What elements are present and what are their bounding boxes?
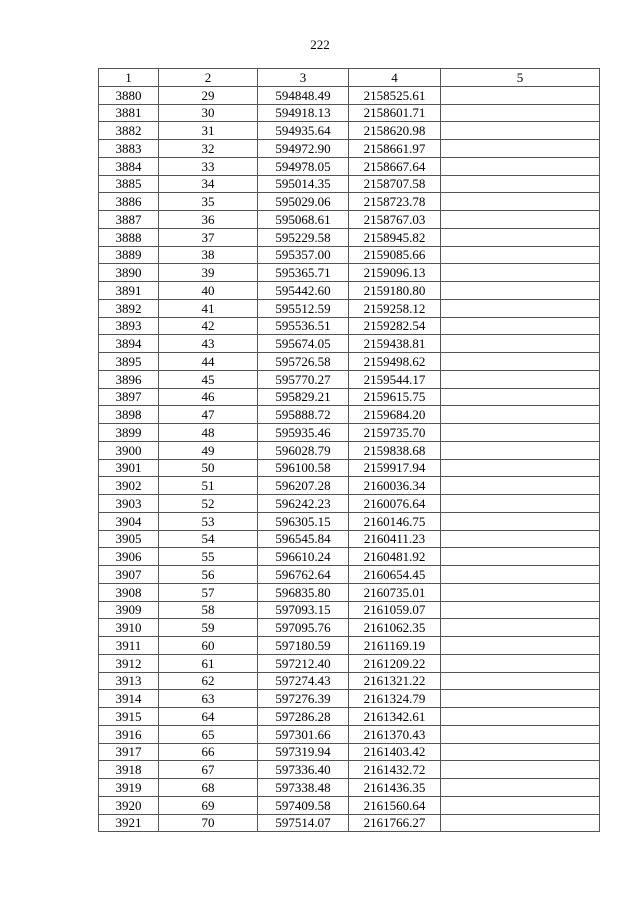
point-number-cell: 3900 bbox=[99, 441, 159, 459]
x-coordinate-cell: 594972.90 bbox=[258, 140, 349, 158]
table-row bbox=[99, 335, 600, 353]
table-row bbox=[99, 566, 600, 584]
point-number-cell: 3892 bbox=[99, 299, 159, 317]
point-number-cell: 3883 bbox=[99, 140, 159, 158]
x-coordinate-cell: 595014.35 bbox=[258, 175, 349, 193]
x-coordinate-cell: 594848.49 bbox=[258, 86, 349, 104]
y-coordinate-cell: 2159282.54 bbox=[349, 317, 441, 335]
table-row bbox=[99, 814, 600, 832]
y-coordinate-cell: 2161436.35 bbox=[349, 779, 441, 797]
table-row bbox=[99, 228, 600, 246]
note-cell bbox=[441, 104, 600, 122]
y-coordinate-cell: 2160146.75 bbox=[349, 512, 441, 530]
coordinates-table bbox=[98, 68, 600, 832]
point-number-cell: 3915 bbox=[99, 708, 159, 726]
point-number-cell: 3914 bbox=[99, 690, 159, 708]
y-coordinate-cell: 2158661.97 bbox=[349, 140, 441, 158]
note-cell bbox=[441, 140, 600, 158]
table-row bbox=[99, 211, 600, 229]
point-number-cell: 3880 bbox=[99, 86, 159, 104]
sequence-cell: 41 bbox=[159, 299, 258, 317]
note-cell bbox=[441, 495, 600, 513]
note-cell bbox=[441, 122, 600, 140]
x-coordinate-cell: 597336.40 bbox=[258, 761, 349, 779]
note-cell bbox=[441, 353, 600, 371]
point-number-cell: 3911 bbox=[99, 637, 159, 655]
table-row bbox=[99, 353, 600, 371]
y-coordinate-cell: 2158707.58 bbox=[349, 175, 441, 193]
x-coordinate-cell: 596100.58 bbox=[258, 459, 349, 477]
sequence-cell: 30 bbox=[159, 104, 258, 122]
sequence-cell: 32 bbox=[159, 140, 258, 158]
column-header-5: 5 bbox=[441, 69, 600, 87]
sequence-cell: 65 bbox=[159, 725, 258, 743]
note-cell bbox=[441, 637, 600, 655]
note-cell bbox=[441, 814, 600, 832]
sequence-cell: 35 bbox=[159, 193, 258, 211]
y-coordinate-cell: 2161062.35 bbox=[349, 619, 441, 637]
note-cell bbox=[441, 725, 600, 743]
note-cell bbox=[441, 424, 600, 442]
x-coordinate-cell: 597180.59 bbox=[258, 637, 349, 655]
point-number-cell: 3884 bbox=[99, 157, 159, 175]
table-row bbox=[99, 512, 600, 530]
column-header-2: 2 bbox=[159, 69, 258, 87]
point-number-cell: 3897 bbox=[99, 388, 159, 406]
y-coordinate-cell: 2158945.82 bbox=[349, 228, 441, 246]
point-number-cell: 3906 bbox=[99, 548, 159, 566]
note-cell bbox=[441, 388, 600, 406]
x-coordinate-cell: 595726.58 bbox=[258, 353, 349, 371]
note-cell bbox=[441, 690, 600, 708]
sequence-cell: 44 bbox=[159, 353, 258, 371]
sequence-cell: 40 bbox=[159, 282, 258, 300]
table-row bbox=[99, 122, 600, 140]
y-coordinate-cell: 2158525.61 bbox=[349, 86, 441, 104]
y-coordinate-cell: 2160654.45 bbox=[349, 566, 441, 584]
sequence-cell: 42 bbox=[159, 317, 258, 335]
sequence-cell: 56 bbox=[159, 566, 258, 584]
x-coordinate-cell: 595068.61 bbox=[258, 211, 349, 229]
point-number-cell: 3909 bbox=[99, 601, 159, 619]
point-number-cell: 3886 bbox=[99, 193, 159, 211]
note-cell bbox=[441, 459, 600, 477]
note-cell bbox=[441, 779, 600, 797]
sequence-cell: 37 bbox=[159, 228, 258, 246]
note-cell bbox=[441, 370, 600, 388]
note-cell bbox=[441, 193, 600, 211]
table-row bbox=[99, 548, 600, 566]
sequence-cell: 29 bbox=[159, 86, 258, 104]
x-coordinate-cell: 595512.59 bbox=[258, 299, 349, 317]
note-cell bbox=[441, 796, 600, 814]
y-coordinate-cell: 2161059.07 bbox=[349, 601, 441, 619]
x-coordinate-cell: 595029.06 bbox=[258, 193, 349, 211]
table-row bbox=[99, 796, 600, 814]
x-coordinate-cell: 597274.43 bbox=[258, 672, 349, 690]
table-row bbox=[99, 672, 600, 690]
table-row bbox=[99, 530, 600, 548]
y-coordinate-cell: 2159735.70 bbox=[349, 424, 441, 442]
point-number-cell: 3896 bbox=[99, 370, 159, 388]
table-row bbox=[99, 725, 600, 743]
sequence-cell: 49 bbox=[159, 441, 258, 459]
sequence-cell: 43 bbox=[159, 335, 258, 353]
y-coordinate-cell: 2159917.94 bbox=[349, 459, 441, 477]
table-row bbox=[99, 477, 600, 495]
x-coordinate-cell: 595674.05 bbox=[258, 335, 349, 353]
point-number-cell: 3902 bbox=[99, 477, 159, 495]
x-coordinate-cell: 597514.07 bbox=[258, 814, 349, 832]
x-coordinate-cell: 595935.46 bbox=[258, 424, 349, 442]
x-coordinate-cell: 595229.58 bbox=[258, 228, 349, 246]
note-cell bbox=[441, 175, 600, 193]
point-number-cell: 3901 bbox=[99, 459, 159, 477]
x-coordinate-cell: 594935.64 bbox=[258, 122, 349, 140]
x-coordinate-cell: 596610.24 bbox=[258, 548, 349, 566]
note-cell bbox=[441, 477, 600, 495]
y-coordinate-cell: 2161560.64 bbox=[349, 796, 441, 814]
note-cell bbox=[441, 566, 600, 584]
point-number-cell: 3912 bbox=[99, 654, 159, 672]
point-number-cell: 3920 bbox=[99, 796, 159, 814]
y-coordinate-cell: 2161169.19 bbox=[349, 637, 441, 655]
note-cell bbox=[441, 299, 600, 317]
table-row bbox=[99, 282, 600, 300]
note-cell bbox=[441, 228, 600, 246]
note-cell bbox=[441, 441, 600, 459]
y-coordinate-cell: 2161370.43 bbox=[349, 725, 441, 743]
sequence-cell: 46 bbox=[159, 388, 258, 406]
y-coordinate-cell: 2161403.42 bbox=[349, 743, 441, 761]
y-coordinate-cell: 2160411.23 bbox=[349, 530, 441, 548]
sequence-cell: 36 bbox=[159, 211, 258, 229]
y-coordinate-cell: 2160735.01 bbox=[349, 583, 441, 601]
table-header-row bbox=[99, 69, 600, 87]
x-coordinate-cell: 595888.72 bbox=[258, 406, 349, 424]
y-coordinate-cell: 2161324.79 bbox=[349, 690, 441, 708]
table-row bbox=[99, 424, 600, 442]
point-number-cell: 3916 bbox=[99, 725, 159, 743]
sequence-cell: 31 bbox=[159, 122, 258, 140]
y-coordinate-cell: 2158767.03 bbox=[349, 211, 441, 229]
sequence-cell: 68 bbox=[159, 779, 258, 797]
table-row bbox=[99, 246, 600, 264]
note-cell bbox=[441, 211, 600, 229]
table-body bbox=[99, 86, 600, 832]
table-row bbox=[99, 441, 600, 459]
x-coordinate-cell: 596207.28 bbox=[258, 477, 349, 495]
table-row bbox=[99, 264, 600, 282]
note-cell bbox=[441, 157, 600, 175]
point-number-cell: 3910 bbox=[99, 619, 159, 637]
note-cell bbox=[441, 654, 600, 672]
table-row bbox=[99, 583, 600, 601]
point-number-cell: 3903 bbox=[99, 495, 159, 513]
table-row bbox=[99, 743, 600, 761]
x-coordinate-cell: 596028.79 bbox=[258, 441, 349, 459]
y-coordinate-cell: 2159544.17 bbox=[349, 370, 441, 388]
x-coordinate-cell: 594978.05 bbox=[258, 157, 349, 175]
x-coordinate-cell: 594918.13 bbox=[258, 104, 349, 122]
x-coordinate-cell: 596835.80 bbox=[258, 583, 349, 601]
table-row bbox=[99, 761, 600, 779]
x-coordinate-cell: 597276.39 bbox=[258, 690, 349, 708]
x-coordinate-cell: 597093.15 bbox=[258, 601, 349, 619]
x-coordinate-cell: 595357.00 bbox=[258, 246, 349, 264]
point-number-cell: 3888 bbox=[99, 228, 159, 246]
table-row bbox=[99, 779, 600, 797]
sequence-cell: 34 bbox=[159, 175, 258, 193]
page-number: 222 bbox=[310, 37, 330, 52]
point-number-cell: 3885 bbox=[99, 175, 159, 193]
y-coordinate-cell: 2158620.98 bbox=[349, 122, 441, 140]
table-row bbox=[99, 388, 600, 406]
x-coordinate-cell: 595365.71 bbox=[258, 264, 349, 282]
note-cell bbox=[441, 672, 600, 690]
sequence-cell: 70 bbox=[159, 814, 258, 832]
point-number-cell: 3898 bbox=[99, 406, 159, 424]
sequence-cell: 54 bbox=[159, 530, 258, 548]
sequence-cell: 50 bbox=[159, 459, 258, 477]
table-row bbox=[99, 619, 600, 637]
table-row bbox=[99, 637, 600, 655]
table-row bbox=[99, 140, 600, 158]
table-row bbox=[99, 406, 600, 424]
x-coordinate-cell: 596242.23 bbox=[258, 495, 349, 513]
y-coordinate-cell: 2159096.13 bbox=[349, 264, 441, 282]
y-coordinate-cell: 2161321.22 bbox=[349, 672, 441, 690]
point-number-cell: 3921 bbox=[99, 814, 159, 832]
note-cell bbox=[441, 512, 600, 530]
point-number-cell: 3882 bbox=[99, 122, 159, 140]
x-coordinate-cell: 595829.21 bbox=[258, 388, 349, 406]
y-coordinate-cell: 2161766.27 bbox=[349, 814, 441, 832]
sequence-cell: 66 bbox=[159, 743, 258, 761]
sequence-cell: 57 bbox=[159, 583, 258, 601]
y-coordinate-cell: 2159180.80 bbox=[349, 282, 441, 300]
note-cell bbox=[441, 246, 600, 264]
y-coordinate-cell: 2159615.75 bbox=[349, 388, 441, 406]
sequence-cell: 55 bbox=[159, 548, 258, 566]
y-coordinate-cell: 2158601.71 bbox=[349, 104, 441, 122]
point-number-cell: 3887 bbox=[99, 211, 159, 229]
y-coordinate-cell: 2160481.92 bbox=[349, 548, 441, 566]
y-coordinate-cell: 2160036.34 bbox=[349, 477, 441, 495]
sequence-cell: 63 bbox=[159, 690, 258, 708]
sequence-cell: 48 bbox=[159, 424, 258, 442]
note-cell bbox=[441, 548, 600, 566]
column-header-1: 1 bbox=[99, 69, 159, 87]
y-coordinate-cell: 2159498.62 bbox=[349, 353, 441, 371]
note-cell bbox=[441, 86, 600, 104]
y-coordinate-cell: 2158723.78 bbox=[349, 193, 441, 211]
table-row bbox=[99, 601, 600, 619]
sequence-cell: 45 bbox=[159, 370, 258, 388]
sequence-cell: 39 bbox=[159, 264, 258, 282]
sequence-cell: 33 bbox=[159, 157, 258, 175]
sequence-cell: 61 bbox=[159, 654, 258, 672]
y-coordinate-cell: 2159085.66 bbox=[349, 246, 441, 264]
point-number-cell: 3894 bbox=[99, 335, 159, 353]
point-number-cell: 3919 bbox=[99, 779, 159, 797]
note-cell bbox=[441, 601, 600, 619]
sequence-cell: 69 bbox=[159, 796, 258, 814]
sequence-cell: 58 bbox=[159, 601, 258, 619]
table-row bbox=[99, 104, 600, 122]
y-coordinate-cell: 2160076.64 bbox=[349, 495, 441, 513]
table-row bbox=[99, 495, 600, 513]
sequence-cell: 67 bbox=[159, 761, 258, 779]
point-number-cell: 3881 bbox=[99, 104, 159, 122]
x-coordinate-cell: 597319.94 bbox=[258, 743, 349, 761]
y-coordinate-cell: 2159684.20 bbox=[349, 406, 441, 424]
point-number-cell: 3917 bbox=[99, 743, 159, 761]
column-header-4: 4 bbox=[349, 69, 441, 87]
note-cell bbox=[441, 583, 600, 601]
sequence-cell: 64 bbox=[159, 708, 258, 726]
x-coordinate-cell: 597301.66 bbox=[258, 725, 349, 743]
point-number-cell: 3908 bbox=[99, 583, 159, 601]
point-number-cell: 3890 bbox=[99, 264, 159, 282]
x-coordinate-cell: 597095.76 bbox=[258, 619, 349, 637]
y-coordinate-cell: 2161209.22 bbox=[349, 654, 441, 672]
sequence-cell: 59 bbox=[159, 619, 258, 637]
sequence-cell: 60 bbox=[159, 637, 258, 655]
point-number-cell: 3891 bbox=[99, 282, 159, 300]
note-cell bbox=[441, 317, 600, 335]
x-coordinate-cell: 595442.60 bbox=[258, 282, 349, 300]
table-row bbox=[99, 654, 600, 672]
table-row bbox=[99, 459, 600, 477]
note-cell bbox=[441, 708, 600, 726]
note-cell bbox=[441, 335, 600, 353]
note-cell bbox=[441, 743, 600, 761]
note-cell bbox=[441, 530, 600, 548]
point-number-cell: 3918 bbox=[99, 761, 159, 779]
sequence-cell: 51 bbox=[159, 477, 258, 495]
table-row bbox=[99, 299, 600, 317]
point-number-cell: 3905 bbox=[99, 530, 159, 548]
sequence-cell: 38 bbox=[159, 246, 258, 264]
point-number-cell: 3904 bbox=[99, 512, 159, 530]
note-cell bbox=[441, 264, 600, 282]
table-row bbox=[99, 175, 600, 193]
x-coordinate-cell: 597286.28 bbox=[258, 708, 349, 726]
table-row bbox=[99, 86, 600, 104]
x-coordinate-cell: 595536.51 bbox=[258, 317, 349, 335]
note-cell bbox=[441, 761, 600, 779]
table-row bbox=[99, 690, 600, 708]
point-number-cell: 3893 bbox=[99, 317, 159, 335]
x-coordinate-cell: 597338.48 bbox=[258, 779, 349, 797]
x-coordinate-cell: 596762.64 bbox=[258, 566, 349, 584]
note-cell bbox=[441, 406, 600, 424]
note-cell bbox=[441, 282, 600, 300]
y-coordinate-cell: 2158667.64 bbox=[349, 157, 441, 175]
x-coordinate-cell: 596305.15 bbox=[258, 512, 349, 530]
y-coordinate-cell: 2159258.12 bbox=[349, 299, 441, 317]
point-number-cell: 3889 bbox=[99, 246, 159, 264]
note-cell bbox=[441, 619, 600, 637]
x-coordinate-cell: 597212.40 bbox=[258, 654, 349, 672]
y-coordinate-cell: 2159438.81 bbox=[349, 335, 441, 353]
table-row bbox=[99, 317, 600, 335]
table-row bbox=[99, 370, 600, 388]
point-number-cell: 3907 bbox=[99, 566, 159, 584]
x-coordinate-cell: 596545.84 bbox=[258, 530, 349, 548]
y-coordinate-cell: 2159838.68 bbox=[349, 441, 441, 459]
sequence-cell: 47 bbox=[159, 406, 258, 424]
table-row bbox=[99, 193, 600, 211]
sequence-cell: 52 bbox=[159, 495, 258, 513]
sequence-cell: 62 bbox=[159, 672, 258, 690]
table-row bbox=[99, 157, 600, 175]
table-row bbox=[99, 708, 600, 726]
x-coordinate-cell: 597409.58 bbox=[258, 796, 349, 814]
x-coordinate-cell: 595770.27 bbox=[258, 370, 349, 388]
y-coordinate-cell: 2161342.61 bbox=[349, 708, 441, 726]
point-number-cell: 3913 bbox=[99, 672, 159, 690]
y-coordinate-cell: 2161432.72 bbox=[349, 761, 441, 779]
sequence-cell: 53 bbox=[159, 512, 258, 530]
column-header-3: 3 bbox=[258, 69, 349, 87]
point-number-cell: 3899 bbox=[99, 424, 159, 442]
point-number-cell: 3895 bbox=[99, 353, 159, 371]
